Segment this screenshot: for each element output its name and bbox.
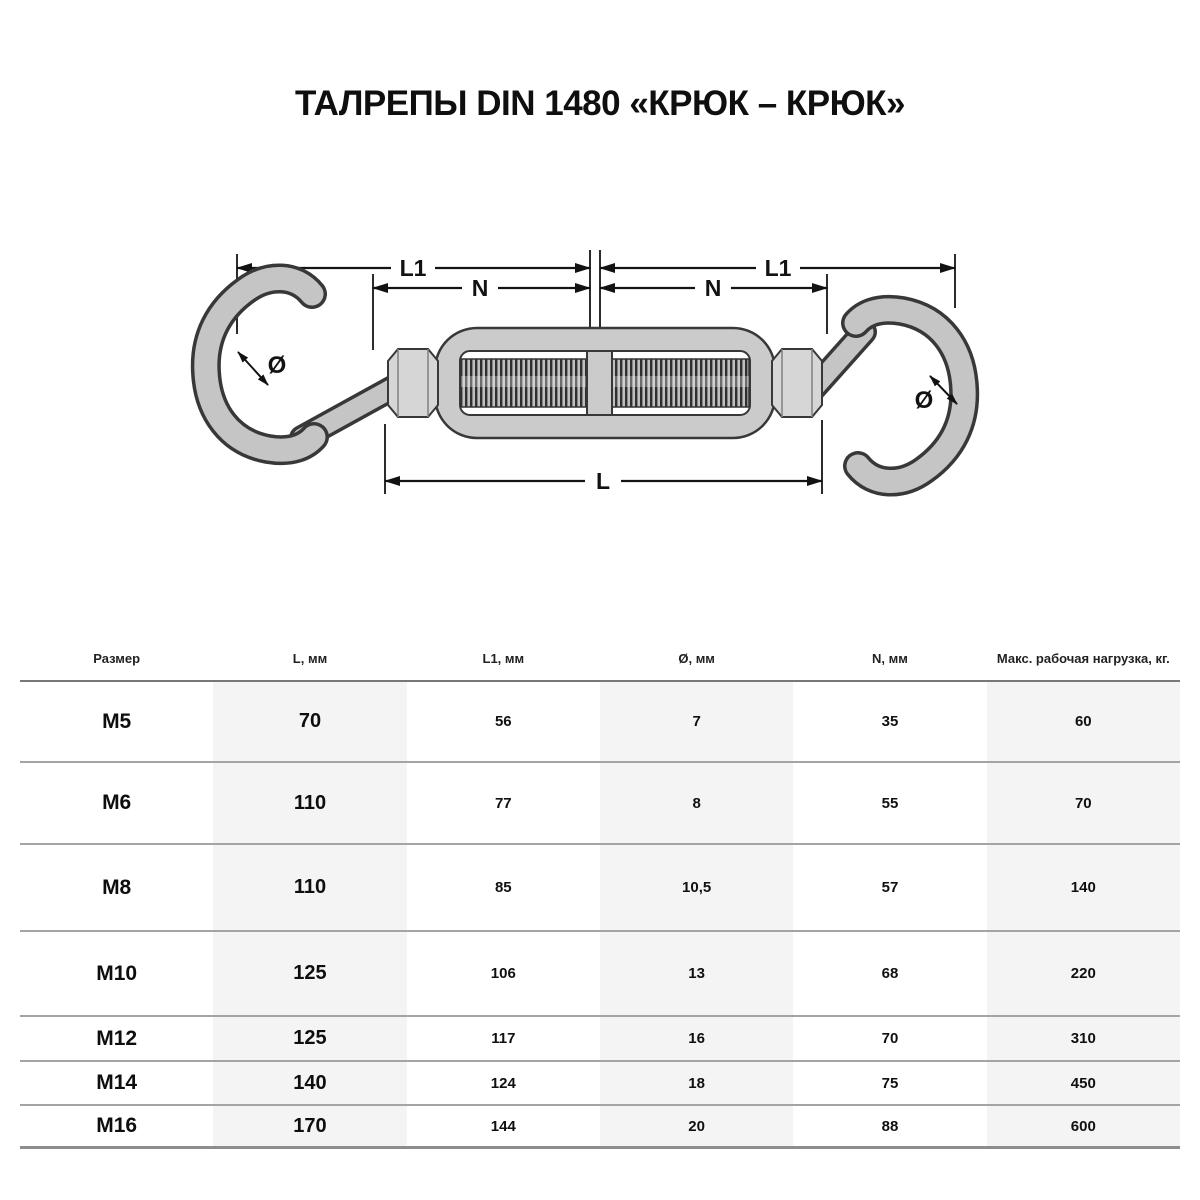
cell-l1: 144 (407, 1105, 600, 1148)
table-row (20, 1016, 1180, 1061)
cell-size: M16 (20, 1105, 213, 1148)
cell-load: 70 (987, 762, 1180, 844)
cell-dia: 16 (600, 1016, 793, 1061)
table-row (20, 681, 1180, 762)
page-title: ТАЛРЕПЫ DIN 1480 «КРЮК – КРЮК» (294, 84, 906, 123)
column-header-size: Размер (20, 636, 213, 681)
column-header-n: N, мм (793, 636, 986, 681)
cell-n: 35 (793, 681, 986, 762)
cell-dia: 18 (600, 1061, 793, 1105)
cell-n: 55 (793, 762, 986, 844)
cell-l1: 124 (407, 1061, 600, 1105)
dim-label-n-right: N (704, 275, 722, 301)
cell-l: 110 (213, 844, 406, 931)
cell-load: 600 (987, 1105, 1180, 1148)
cell-size: M10 (20, 931, 213, 1016)
cell-l: 125 (213, 1016, 406, 1061)
cell-size: M8 (20, 844, 213, 931)
left-hook (206, 278, 314, 450)
table-row (20, 931, 1180, 1016)
cell-n: 75 (793, 1061, 986, 1105)
column-header-l: L, мм (213, 636, 406, 681)
column-header-load: Макс. рабочая нагрузка, кг. (987, 636, 1180, 681)
table-row (20, 1061, 1180, 1105)
cell-size: M14 (20, 1061, 213, 1105)
cell-n: 70 (793, 1016, 986, 1061)
turnbuckle-drawing (206, 278, 964, 481)
cell-load: 140 (987, 844, 1180, 931)
cell-size: M6 (20, 762, 213, 844)
table-row (20, 1105, 1180, 1148)
cell-size: M5 (20, 681, 213, 762)
cell-n: 57 (793, 844, 986, 931)
column-header-dia: Ø, мм (600, 636, 793, 681)
cell-dia: 7 (600, 681, 793, 762)
cell-dia: 20 (600, 1105, 793, 1148)
header-row (20, 636, 1180, 681)
dim-label-l1-right: L1 (764, 255, 792, 281)
spec-table (20, 636, 1180, 1149)
cell-load: 450 (987, 1061, 1180, 1105)
dim-label-l-bottom: L (595, 468, 611, 494)
cell-l1: 85 (407, 844, 600, 931)
cell-load: 220 (987, 931, 1180, 1016)
cell-size: M12 (20, 1016, 213, 1061)
cell-l1: 56 (407, 681, 600, 762)
cell-dia: 10,5 (600, 844, 793, 931)
table-row (20, 844, 1180, 931)
cell-dia: 13 (600, 931, 793, 1016)
cell-l1: 117 (407, 1016, 600, 1061)
turnbuckle-diagram (180, 228, 1020, 540)
dia-label-right: Ø (914, 387, 934, 414)
column-header-l1: L1, мм (407, 636, 600, 681)
cell-l1: 106 (407, 931, 600, 1016)
center-strut (587, 351, 612, 415)
cell-n: 68 (793, 931, 986, 1016)
cell-load: 310 (987, 1016, 1180, 1061)
right-hex-nut (772, 349, 822, 417)
cell-l: 170 (213, 1105, 406, 1148)
cell-l: 140 (213, 1061, 406, 1105)
left-hex-nut (388, 349, 438, 417)
cell-l1: 77 (407, 762, 600, 844)
dia-label-left: Ø (267, 352, 287, 379)
cell-l: 110 (213, 762, 406, 844)
dim-label-l1-left: L1 (399, 255, 427, 281)
cell-l: 125 (213, 931, 406, 1016)
dim-label-n-left: N (471, 275, 489, 301)
cell-l: 70 (213, 681, 406, 762)
cell-load: 60 (987, 681, 1180, 762)
cell-dia: 8 (600, 762, 793, 844)
cell-n: 88 (793, 1105, 986, 1148)
table-row (20, 762, 1180, 844)
